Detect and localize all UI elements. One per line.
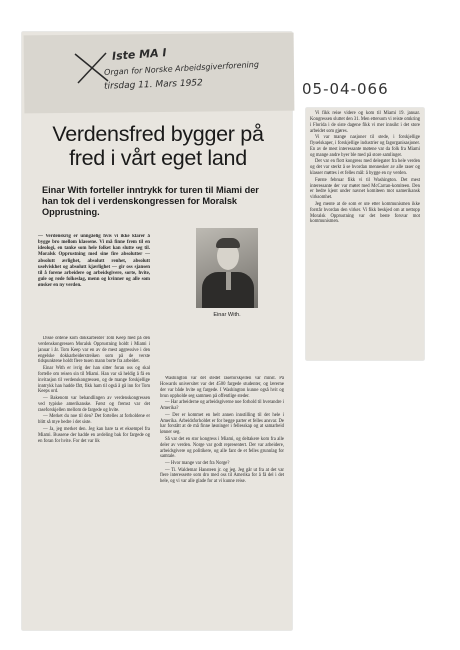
handwritten-publication: Organ for Norske Arbeidsgiverforening (103, 59, 260, 78)
archive-number: 05-04-066 (302, 80, 389, 98)
right-text-column (306, 108, 424, 360)
body-paragraph: Så var det en stor kongress i Miami, og deltakere kom fra alle deler av verden. Norge var godt representert. Der var arbeidere, arbeidsgivere og politikere, og alle fant de et felles grunnlag for samtale. (160, 436, 284, 460)
handwritten-date: tirsdag 11. Mars 1952 (103, 78, 203, 92)
handwritten-source: Iste MA I (111, 46, 167, 63)
portrait-photo (196, 228, 258, 308)
body-paragraph: Det var en flott kongress med delegater fra hele verden og det var sterkt å se hvordan mennesker av alle raser og klasser møttes i et felles mål: å bygge en ny verden. (310, 159, 420, 177)
photo-caption: Einar With. (213, 312, 241, 318)
body-paragraph: Første februar fikk vi til Washington. Det mest interessante der var møtet med McCarran-komiteen. Den er bedre kjent under navnet komiteen mot uamerikansk virksomhet. (310, 177, 420, 201)
body-paragraph: — Der er kommet en helt annen innstilling til det hele i Amerika. Arbeidsforholdet er for begge parter et felles ansvar. De har forstått at de må finne løsninger i fellesskap og at samarbeid lønner seg. (160, 412, 284, 436)
lead-paragraph: — Verdenskrig er unngåelig hvis vi ikke klarer å bygge bro mellom klassene. Vi må finne frem til en ideologi, en tanke som hele folket kan slutte seg til. Moralsk Opprustning med sine fire absolutter — absolutt ærlighet, absolutt renhet, absolutt uselviskhet og absolutt kjærlighet — gir oss sjansen til å forene arbeidere og arbeidsgivere, sorte, hvite, gule og røde folkeslag, menn og kvinner og alle som ønsker en ny verden. (38, 234, 150, 289)
photo-figure-tie (226, 272, 231, 290)
article-subheading: Einar With forteller inntrykk for turen til Miami der han tok del i verdenskongressen for Moralsk Opprustning. (42, 185, 259, 217)
photo-figure-hair (216, 238, 240, 248)
body-paragraph: Jeg mente at de som er ute etter kommunismen ikke forstår hvordan den virker. Vi fikk beskjed om at nettopp Moralsk Opprustning var det beste forsvar mot kommunismen. (310, 201, 420, 225)
body-paragraph: — Ja, jeg merket den. Jeg kan bare ta et eksempel fra Miami. Bussene der hadde en avdeling bak for fargede og en foran for hvite. For det var lik (38, 426, 150, 444)
article-headline (26, 122, 290, 170)
body-paragraph: — Merket du noe til den? Det fortelles at forholdene er blitt så mye bedre i det siste. (38, 414, 150, 426)
body-paragraph: Einar With er ivrig der han sitter foran oss og skal fortelle om reisen sin til Miami. Han var så heldig å få en invitasjon til verdenskongressen, og de mange forskjellige inntrykk han hadde fått, fikk ham til også å gå inn for Tom Keeps ord. (38, 366, 150, 395)
body-paragraph: Vi fikk reise videre og kom til Miami 19. januar. Kongressen sluttet den 31. Men ettersom vi reiste omkring i Florida i de siste dagene fikk vi mer innsikt i det store arbeidet som gjøres. (310, 111, 421, 134)
body-paragraph: — Hvor mange var det fra Norge? (165, 461, 230, 466)
body-paragraph: — Har arbeiderne og arbeidsgiverne noe forhold til hverandre i Amerika? (160, 400, 284, 412)
body-paragraph: — Bakenom var behandlingen av verdenskongressen ved typiske amerikanske. Først og fremst var det raseforskjellen mellom de fargede og hvite. (38, 396, 150, 413)
lead-paragraph-column (38, 234, 150, 332)
body-paragraph: — Ti. Waldemar Hansteen jr. og jeg. Jeg går ut fra at det var flere interesserte som dro med oss til Amerika for å få del i det hele, og vi var alle glade for at vi kunne reise. (160, 467, 284, 485)
body-paragraph: Washington var det stedet raseforskjellen var minst. På Howards universitet var det 4500 fargede studenter, og lærerne der var både hvite og fargede. I Washington kunne også hvit og brun oppholde seg sammen på offentlige steder. (160, 376, 284, 399)
headline-line-2: fred i vårt eget land (69, 146, 247, 170)
body-paragraph: Disse ordene kom dokkarbeider Tom Keep med på den verdenskongressen Moralsk Opprustning holdt i Miami i januar i år. Tom Keep var en av de mest aggressive i den engelske dokkarbeiderstreiken som på de verste tidspunktene holdt flere tusen mann borte fra arbeidet. (38, 336, 150, 365)
headline-line-1: Verdensfred bygger på (52, 122, 264, 146)
body-paragraph: Vi var mange nasjoner til stede, i forskjellige flyselskaper, i forskjellige industrier og fagorganisasjoner. En av de mest interessante møtene var da folk fra Miami og mange andre byer ble med på store samlinger. (310, 135, 420, 158)
middle-text-column (160, 376, 284, 614)
left-text-column (38, 336, 150, 530)
